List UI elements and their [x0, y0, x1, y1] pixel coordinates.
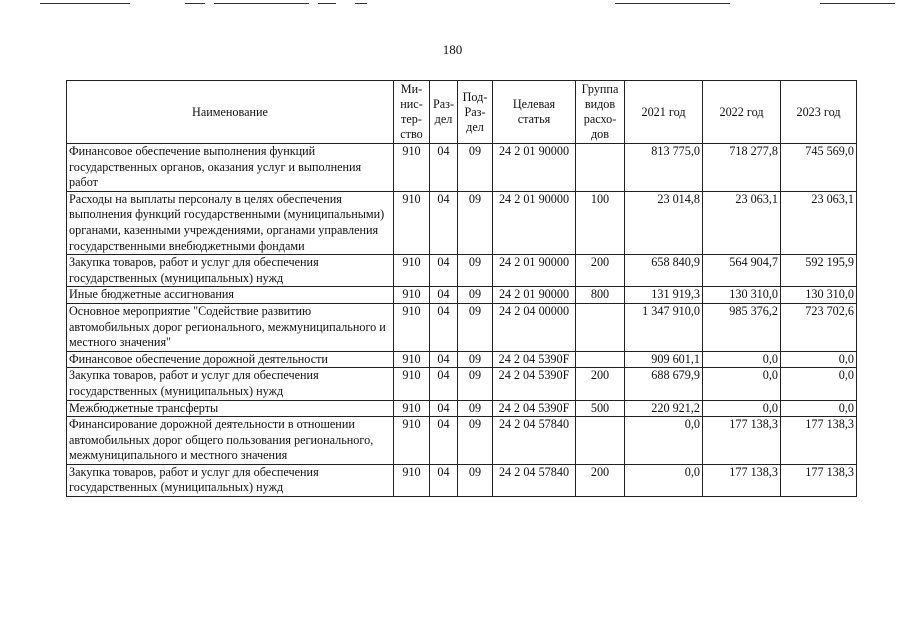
row-subsection: 09: [458, 351, 493, 368]
row-ministry: 910: [394, 191, 430, 254]
row-amount-2023: 592 195,9: [781, 255, 857, 287]
row-section: 04: [430, 287, 458, 304]
row-amount-2023: 177 138,3: [781, 464, 857, 496]
header-rule: [185, 3, 205, 4]
row-amount-2023: 0,0: [781, 400, 857, 417]
row-amount-2022: 23 063,1: [703, 191, 781, 254]
row-amount-2021: 1 347 910,0: [625, 303, 703, 351]
row-ministry: 910: [394, 255, 430, 287]
table-row: [67, 464, 857, 496]
row-target-article: 24 2 01 90000: [493, 144, 576, 192]
row-section: 04: [430, 191, 458, 254]
table-row: [67, 368, 857, 400]
header-2021: 2021 год: [625, 81, 703, 144]
row-section: 04: [430, 464, 458, 496]
row-amount-2021: 909 601,1: [625, 351, 703, 368]
row-subsection: 09: [458, 303, 493, 351]
header-expense-group: Группа видов расхо- дов: [576, 81, 625, 144]
header-target-article: Целевая статья: [493, 81, 576, 144]
row-section: 04: [430, 368, 458, 400]
row-amount-2021: 23 014,8: [625, 191, 703, 254]
row-amount-2022: 177 138,3: [703, 417, 781, 465]
row-subsection: 09: [458, 464, 493, 496]
header-name: Наименование: [67, 81, 394, 144]
row-amount-2021: 688 679,9: [625, 368, 703, 400]
row-amount-2023: 177 138,3: [781, 417, 857, 465]
row-expense-group: 500: [576, 400, 625, 417]
row-ministry: 910: [394, 417, 430, 465]
row-target-article: 24 2 04 57840: [493, 464, 576, 496]
row-section: 04: [430, 144, 458, 192]
header-subsection: Под- Раз- дел: [458, 81, 493, 144]
row-target-article: 24 2 04 00000: [493, 303, 576, 351]
row-subsection: 09: [458, 417, 493, 465]
row-subsection: 09: [458, 191, 493, 254]
row-expense-group: [576, 144, 625, 192]
row-name: Финансовое обеспечение выполнения функций государственных органов, оказания услуг и выполнения работ: [67, 144, 394, 192]
header-rule: [355, 3, 367, 4]
header-rule: [214, 3, 309, 4]
row-target-article: 24 2 01 90000: [493, 191, 576, 254]
header-rule: [318, 3, 336, 4]
table-row: [67, 417, 857, 465]
row-expense-group: [576, 417, 625, 465]
row-amount-2022: 0,0: [703, 351, 781, 368]
row-amount-2023: 23 063,1: [781, 191, 857, 254]
row-subsection: 09: [458, 287, 493, 304]
row-ministry: 910: [394, 303, 430, 351]
header-rule: [40, 3, 130, 4]
header-rule: [820, 3, 895, 4]
row-amount-2021: 220 921,2: [625, 400, 703, 417]
row-amount-2021: 813 775,0: [625, 144, 703, 192]
row-amount-2021: 131 919,3: [625, 287, 703, 304]
row-expense-group: 800: [576, 287, 625, 304]
header-rule: [615, 3, 730, 4]
row-name: Закупка товаров, работ и услуг для обеспечения государственных (муниципальных) нужд: [67, 368, 394, 400]
row-ministry: 910: [394, 144, 430, 192]
row-amount-2022: 985 376,2: [703, 303, 781, 351]
row-section: 04: [430, 255, 458, 287]
row-expense-group: [576, 351, 625, 368]
row-subsection: 09: [458, 255, 493, 287]
row-name: Иные бюджетные ассигнования: [67, 287, 394, 304]
row-amount-2023: 130 310,0: [781, 287, 857, 304]
row-section: 04: [430, 417, 458, 465]
table-row: [67, 351, 857, 368]
row-subsection: 09: [458, 400, 493, 417]
row-name: Финансирование дорожной деятельности в отношении автомобильных дорог общего пользования регионального, межмуниципального и местного значения: [67, 417, 394, 465]
row-amount-2022: 0,0: [703, 368, 781, 400]
row-amount-2022: 177 138,3: [703, 464, 781, 496]
row-ministry: 910: [394, 287, 430, 304]
row-amount-2023: 745 569,0: [781, 144, 857, 192]
row-name: Расходы на выплаты персоналу в целях обеспечения выполнения функций государственными (муниципальными) органами, казенными учреждениями, органами управления государственными внебюджетными фондами: [67, 191, 394, 254]
row-name: Межбюджетные трансферты: [67, 400, 394, 417]
row-target-article: 24 2 01 90000: [493, 255, 576, 287]
row-amount-2021: 0,0: [625, 417, 703, 465]
row-name: Основное мероприятие "Содействие развитию автомобильных дорог регионального, межмуниципального и местного значения": [67, 303, 394, 351]
row-target-article: 24 2 01 90000: [493, 287, 576, 304]
row-amount-2023: 723 702,6: [781, 303, 857, 351]
table-row: [67, 191, 857, 254]
page-number: 180: [442, 42, 463, 57]
header-2023: 2023 год: [781, 81, 857, 144]
row-amount-2022: 130 310,0: [703, 287, 781, 304]
row-expense-group: 200: [576, 464, 625, 496]
row-section: 04: [430, 400, 458, 417]
row-target-article: 24 2 04 57840: [493, 417, 576, 465]
row-target-article: 24 2 04 5390F: [493, 368, 576, 400]
row-subsection: 09: [458, 368, 493, 400]
row-amount-2021: 0,0: [625, 464, 703, 496]
table-row: [67, 144, 857, 192]
row-name: Закупка товаров, работ и услуг для обеспечения государственных (муниципальных) нужд: [67, 255, 394, 287]
row-expense-group: 200: [576, 368, 625, 400]
row-amount-2021: 658 840,9: [625, 255, 703, 287]
row-section: 04: [430, 351, 458, 368]
row-ministry: 910: [394, 351, 430, 368]
row-amount-2022: 718 277,8: [703, 144, 781, 192]
row-expense-group: 100: [576, 191, 625, 254]
row-amount-2023: 0,0: [781, 368, 857, 400]
budget-table: [66, 80, 857, 497]
row-amount-2022: 564 904,7: [703, 255, 781, 287]
row-subsection: 09: [458, 144, 493, 192]
row-expense-group: 200: [576, 255, 625, 287]
table-row: [67, 400, 857, 417]
header-section: Раз- дел: [430, 81, 458, 144]
row-ministry: 910: [394, 368, 430, 400]
table-header-row: [67, 81, 857, 144]
row-name: Финансовое обеспечение дорожной деятельности: [67, 351, 394, 368]
table-row: [67, 303, 857, 351]
row-section: 04: [430, 303, 458, 351]
row-name: Закупка товаров, работ и услуг для обеспечения государственных (муниципальных) нужд: [67, 464, 394, 496]
row-ministry: 910: [394, 464, 430, 496]
header-ministry: Ми- нис- тер- ство: [394, 81, 430, 144]
row-target-article: 24 2 04 5390F: [493, 400, 576, 417]
header-2022: 2022 год: [703, 81, 781, 144]
table-row: [67, 287, 857, 304]
table-row: [67, 255, 857, 287]
row-amount-2022: 0,0: [703, 400, 781, 417]
row-expense-group: [576, 303, 625, 351]
row-ministry: 910: [394, 400, 430, 417]
row-target-article: 24 2 04 5390F: [493, 351, 576, 368]
row-amount-2023: 0,0: [781, 351, 857, 368]
